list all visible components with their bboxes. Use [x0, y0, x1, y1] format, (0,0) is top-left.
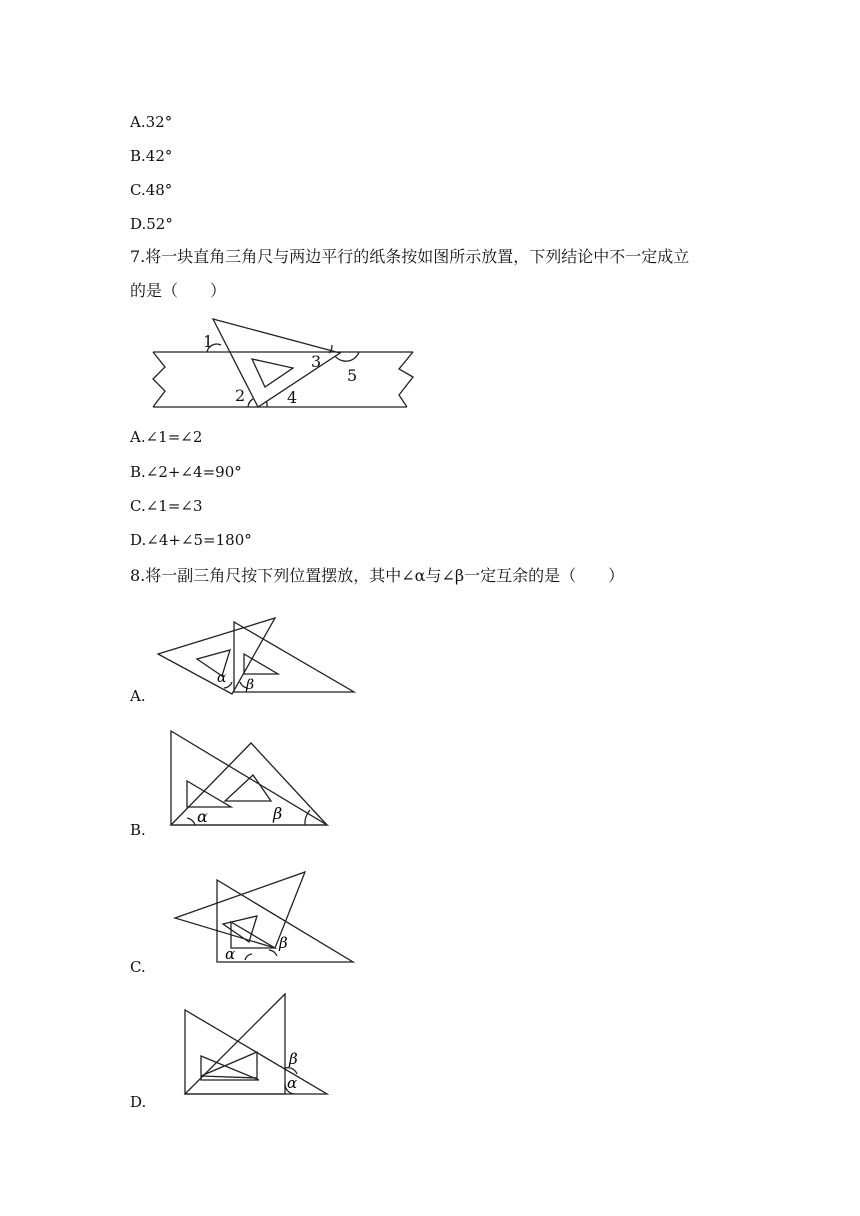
q7-label-2: 2	[235, 386, 246, 405]
q8-d-beta: β	[289, 1050, 298, 1068]
q6-option-a: A.32°	[130, 113, 173, 131]
q8-a-alpha: α	[217, 670, 227, 686]
q6-option-c: C.48°	[130, 181, 173, 199]
q7-option-c: C.∠1=∠3	[130, 497, 203, 515]
q6-option-d: D.52°	[130, 215, 173, 233]
q8-figure-b	[165, 725, 335, 830]
q8-figure-d	[175, 990, 335, 1100]
q8-c-beta: β	[279, 934, 288, 952]
q8-option-d: D.	[130, 1093, 147, 1111]
q7-label-1: 1	[203, 332, 214, 351]
q8-option-c: C.	[130, 958, 146, 976]
q7-option-d: D.∠4+∠5=180°	[130, 531, 252, 549]
q8-stem: 8.将一副三角尺按下列位置摆放，其中∠α与∠β一定互余的是（ ）	[130, 566, 625, 585]
q8-b-alpha: α	[197, 807, 208, 826]
q8-option-a: A.	[130, 687, 146, 705]
q7-option-b: B.∠2+∠4=90°	[130, 463, 242, 481]
q8-a-beta: β	[246, 677, 255, 693]
q7-label-3: 3	[311, 352, 322, 371]
q8-option-b: B.	[130, 821, 146, 839]
q8-figure-c	[165, 860, 365, 970]
q7-label-5: 5	[347, 366, 358, 385]
q6-option-b: B.42°	[130, 147, 173, 165]
q7-stem-line2: 的是（ ）	[130, 281, 227, 300]
q8-figure-a	[150, 610, 360, 700]
q7-figure	[145, 315, 420, 415]
q7-stem-line1: 7.将一块直角三角尺与两边平行的纸条按如图所示放置，下列结论中不一定成立	[130, 247, 690, 266]
q8-b-beta: β	[273, 804, 283, 823]
q8-c-alpha: α	[225, 945, 236, 963]
q7-option-a: A.∠1=∠2	[130, 428, 203, 446]
q7-label-4: 4	[287, 388, 298, 407]
q8-d-alpha: α	[287, 1074, 298, 1092]
